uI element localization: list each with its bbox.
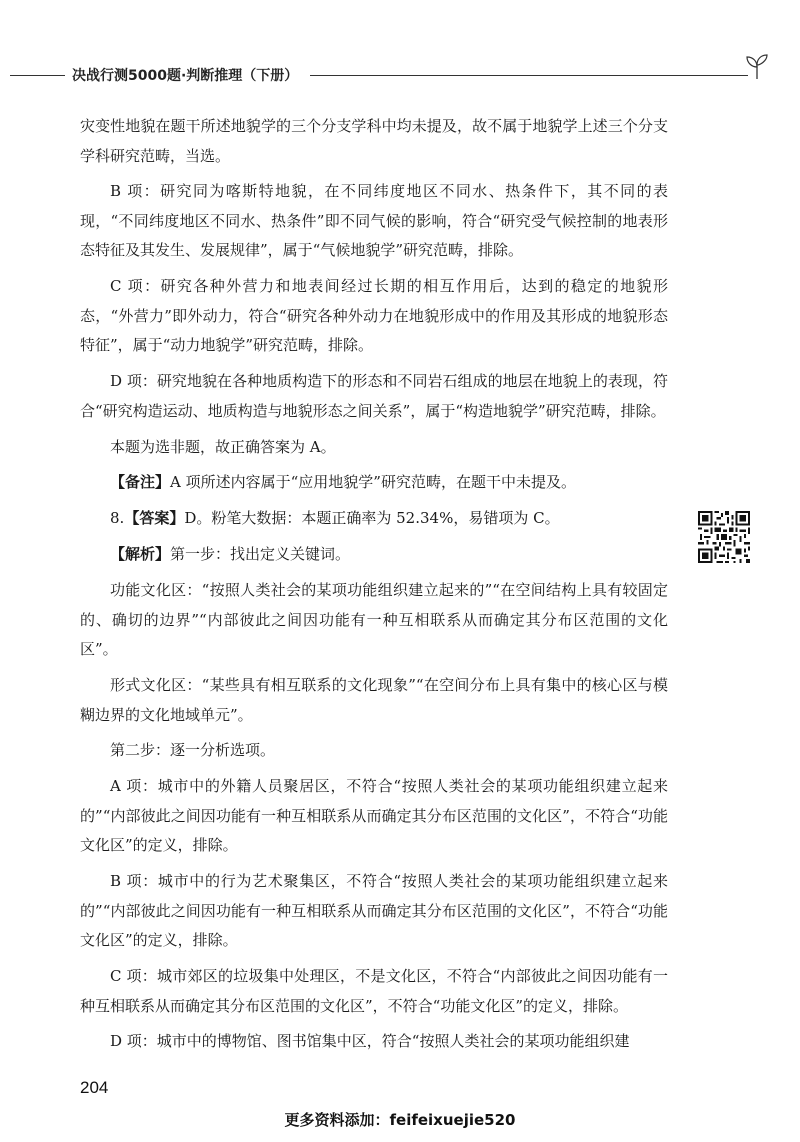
paragraph-step-two (80, 736, 668, 766)
paragraph-answer (80, 504, 668, 534)
answer-label: 【答案】 (124, 509, 185, 528)
analysis-label: 【解析】 (110, 545, 171, 564)
footer-note: 更多资料添加：feifeixuejie520 (284, 1111, 516, 1129)
paragraph-text: 第一步：找出定义关键词。 (170, 545, 351, 564)
paragraph-text: A 项所述内容属于“应用地貌学”研究范畴，在题干中未提及。 (170, 473, 576, 492)
paragraph-text: C 项：城市郊区的垃圾集中处理区，不是文化区，不符合“内部彼此之间因功能有一种互相联系从而确定其分布区范围的文化区”，不符合“功能文化区”的定义，排除。 (80, 967, 668, 1015)
paragraph-functional-definition (80, 576, 668, 665)
paragraph-option-d (80, 367, 668, 426)
note-label: 【备注】 (110, 473, 171, 492)
paragraph-text: 第二步：逐一分析选项。 (110, 741, 276, 760)
qr-code-icon[interactable] (698, 511, 750, 563)
paragraph-option-b (80, 177, 668, 266)
paragraph-text: 本题为选非题，故正确答案为 A。 (110, 437, 336, 456)
paragraph-analysis (80, 540, 668, 570)
paragraph-text: B 项：城市中的行为艺术聚集区，不符合“按照人类社会的某项功能组织建立起来的”“内部彼此之间因功能有一种互相联系从而确定其分布区范围的文化区”，不符合“功能文化区”的定义，排除。 (80, 872, 668, 950)
running-header (10, 62, 770, 88)
paragraph-text: 功能文化区：“按照人类社会的某项功能组织建立起来的”“在空间结构上具有较固定的、确切的边界”“内部彼此之间因功能有一种互相联系从而确定其分布区范围的文化区”。 (80, 581, 668, 659)
paragraph-note (80, 468, 668, 498)
paragraph-text: 形式文化区：“某些具有相互联系的文化现象”“在空间分布上具有集中的核心区与模糊边界的文化地域单元”。 (80, 676, 668, 724)
page-body (80, 112, 668, 1063)
page-number: 204 (80, 1078, 109, 1097)
paragraph-conclusion (80, 433, 668, 463)
header-rule-left (10, 75, 65, 76)
paragraph-text: 灾变性地貌在题干所述地貌学的三个分支学科中均未提及，故不属于地貌学上述三个分支学科研究范畴，当选。 (80, 117, 668, 165)
paragraph-analysis-d (80, 1027, 668, 1057)
paragraph-1 (80, 112, 668, 171)
paragraph-formal-definition (80, 671, 668, 730)
paragraph-text: C 项：研究各种外营力和地表间经过长期的相互作用后，达到的稳定的地貌形态，“外营力”即外动力，符合“研究各种外动力在地貌形成中的作用及其形成的地貌形态特征”，属于“动力地貌学”研究范畴，排除。 (80, 277, 668, 355)
paragraph-text: D 项：研究地貌在各种地质构造下的形态和不同岩石组成的地层在地貌上的表现，符合“研究构造运动、地质构造与地貌形态之间关系”，属于“构造地貌学”研究范畴，排除。 (80, 372, 668, 420)
paragraph-text: B 项：研究同为喀斯特地貌，在不同纬度地区不同水、热条件下，其不同的表现，“不同纬度地区不同水、热条件”即不同气候的影响，符合“研究受气候控制的地表形态特征及其发生、发展规律”，属于“气候地貌学”研究范畴，排除。 (80, 182, 668, 260)
paragraph-text: D 项：城市中的博物馆、图书馆集中区，符合“按照人类社会的某项功能组织建 (110, 1032, 630, 1051)
paragraph-text: D。粉笔大数据：本题正确率为 52.34%，易错项为 C。 (184, 509, 560, 528)
sprout-icon (744, 52, 770, 80)
paragraph-option-c (80, 272, 668, 361)
header-rule-right (310, 75, 748, 76)
paragraph-analysis-c (80, 962, 668, 1021)
paragraph-analysis-a (80, 772, 668, 861)
question-number: 8. (110, 509, 125, 528)
paragraph-text: A 项：城市中的外籍人员聚居区，不符合“按照人类社会的某项功能组织建立起来的”“内部彼此之间因功能有一种互相联系从而确定其分布区范围的文化区”，不符合“功能文化区”的定义，排除。 (80, 777, 668, 855)
paragraph-analysis-b (80, 867, 668, 956)
book-title: 决战行测5000题·判断推理（下册） (72, 68, 299, 84)
